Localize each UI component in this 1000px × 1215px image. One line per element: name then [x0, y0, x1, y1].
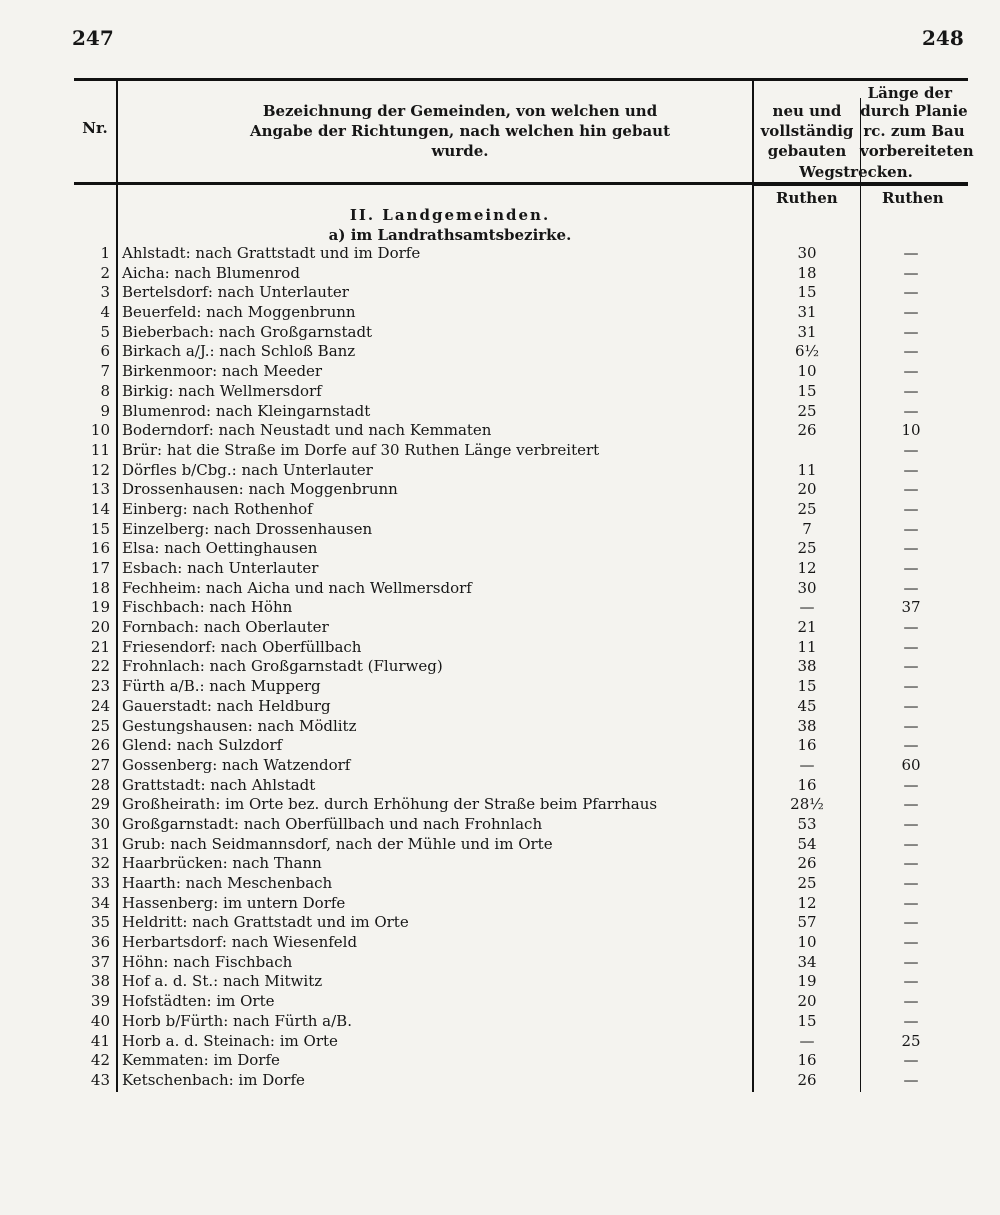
row-description: Birkenmoor: nach Meeder [122, 362, 323, 381]
table-row [0, 657, 1000, 677]
row-value-prepared: — [903, 578, 919, 597]
section-subtitle: a) im Landrathsamtsbezirke. [328, 226, 572, 244]
row-value-prepared: — [903, 440, 919, 459]
row-value-prepared: — [903, 381, 919, 400]
row-value-prepared: — [903, 854, 919, 873]
table-row [0, 933, 1000, 953]
row-value-built: 18 [797, 263, 817, 282]
row-value-prepared: 37 [901, 598, 921, 617]
row-description: Fechheim: nach Aicha und nach Wellmersdorf [122, 578, 472, 597]
row-description: Haarth: nach Meschenbach [122, 874, 333, 892]
table-row [0, 520, 1000, 540]
row-number: 29 [90, 795, 110, 814]
row-description: Einberg: nach Rothenhof [122, 499, 313, 518]
row-value-built: 15 [797, 677, 817, 696]
row-value-prepared: — [903, 657, 919, 676]
row-number: 2 [100, 263, 110, 282]
row-number: 3 [100, 283, 110, 302]
row-number: 38 [90, 972, 110, 991]
row-description: Gauerstadt: nach Heldburg [122, 696, 331, 715]
row-number: 40 [90, 1011, 110, 1030]
row-value-prepared: — [903, 814, 919, 833]
row-value-built: 45 [797, 696, 817, 715]
table-row [0, 953, 1000, 973]
row-number: 42 [90, 1051, 110, 1070]
row-value-prepared: — [903, 303, 919, 322]
table-row [0, 913, 1000, 933]
table-row [0, 579, 1000, 599]
row-value-built: 12 [797, 893, 817, 912]
table-top-rule [74, 78, 968, 81]
row-value-prepared: — [903, 480, 919, 499]
table-row [0, 638, 1000, 658]
table-row [0, 323, 1000, 343]
row-value-prepared: — [903, 499, 919, 518]
row-value-built: 16 [797, 1051, 817, 1070]
table-row [0, 402, 1000, 422]
table-row [0, 342, 1000, 362]
row-description: Bieberbach: nach Großgarnstadt [122, 322, 373, 341]
table-row [0, 480, 1000, 500]
row-number: 7 [100, 362, 110, 381]
row-value-prepared: — [903, 874, 919, 892]
row-number: 10 [90, 421, 110, 440]
row-value-built: 38 [797, 657, 817, 676]
table-row [0, 815, 1000, 835]
row-value-built: 20 [797, 480, 817, 499]
row-value-built: 30 [797, 244, 817, 262]
row-value-built: 28½ [790, 795, 824, 814]
row-value-built: 10 [797, 933, 817, 952]
row-value-prepared: — [903, 342, 919, 361]
header-wegstrecken: Wegstrecken. [799, 163, 913, 181]
row-value-prepared: — [903, 460, 919, 479]
row-number: 39 [90, 992, 110, 1011]
row-description: Ketschenbach: im Dorfe [122, 1070, 305, 1089]
row-value-built: 30 [797, 578, 817, 597]
row-number: 37 [90, 952, 110, 971]
row-value-prepared: — [903, 637, 919, 656]
row-number: 24 [90, 696, 110, 715]
row-description: Grub: nach Seidmannsdorf, nach der Mühle und im Orte [122, 834, 553, 853]
row-description: Ahlstadt: nach Grattstadt und im Dorfe [122, 244, 421, 262]
row-description: Haarbrücken: nach Thann [122, 854, 322, 873]
row-description: Aicha: nach Blumenrod [122, 263, 300, 282]
table-row [0, 500, 1000, 520]
row-value-built: 11 [797, 460, 817, 479]
row-number: 5 [100, 322, 110, 341]
row-number: 43 [90, 1070, 110, 1089]
row-value-built: 20 [797, 992, 817, 1011]
row-value-prepared: — [903, 736, 919, 755]
unit-col2: Ruthen [882, 189, 944, 207]
table-row [0, 894, 1000, 914]
row-description: Elsa: nach Oettinghausen [122, 539, 318, 558]
table-row [0, 559, 1000, 579]
table-row [0, 776, 1000, 796]
table-row [0, 421, 1000, 441]
row-number: 4 [100, 303, 110, 322]
table-row [0, 1032, 1000, 1052]
header-col-prepared: durch Planie rc. zum Bau vorbereiteten [860, 102, 974, 160]
table-row [0, 992, 1000, 1012]
row-value-built: 19 [797, 972, 817, 991]
table-row [0, 697, 1000, 717]
row-value-built: 21 [797, 618, 817, 637]
table-row [0, 854, 1000, 874]
row-description: Hofstädten: im Orte [122, 992, 275, 1011]
row-value-built: — [799, 755, 815, 774]
row-number: 41 [90, 1031, 110, 1050]
table-row [0, 736, 1000, 756]
row-number: 17 [90, 559, 110, 577]
row-number: 34 [90, 893, 110, 912]
row-number: 35 [90, 913, 110, 932]
table-row [0, 618, 1000, 638]
row-value-prepared: — [903, 263, 919, 282]
row-value-built: 25 [797, 401, 817, 420]
row-value-prepared: — [903, 696, 919, 715]
row-value-built: 15 [797, 1011, 817, 1030]
row-description: Beuerfeld: nach Moggenbrunn [122, 303, 356, 322]
table-row [0, 756, 1000, 776]
row-value-prepared: — [903, 775, 919, 794]
row-number: 28 [90, 775, 110, 794]
row-value-built: 38 [797, 716, 817, 735]
row-description: Boderndorf: nach Neustadt und nach Kemmaten [122, 421, 492, 440]
row-value-prepared: — [903, 834, 919, 853]
row-value-built: 34 [797, 952, 817, 971]
row-number: 15 [90, 519, 110, 538]
row-value-prepared: — [903, 244, 919, 262]
row-description: Großheirath: im Orte bez. durch Erhöhung der Straße beim Pfarrhaus [122, 795, 658, 814]
row-number: 32 [90, 854, 110, 873]
row-value-built: 57 [797, 913, 817, 932]
row-number: 12 [90, 460, 110, 479]
row-value-prepared: — [903, 283, 919, 302]
row-description: Höhn: nach Fischbach [122, 952, 293, 971]
table-row [0, 835, 1000, 855]
row-number: 22 [90, 657, 110, 676]
row-number: 8 [100, 381, 110, 400]
row-value-built: 53 [797, 814, 817, 833]
row-value-built: 7 [802, 519, 812, 538]
table-row [0, 303, 1000, 323]
row-description: Birkig: nach Wellmersdorf [122, 381, 322, 400]
row-value-prepared: — [903, 992, 919, 1011]
row-value-prepared: 60 [901, 755, 921, 774]
row-description: Fischbach: nach Höhn [122, 598, 293, 617]
row-value-prepared: — [903, 716, 919, 735]
table-row [0, 795, 1000, 815]
row-value-built: 15 [797, 381, 817, 400]
row-value-prepared: — [903, 893, 919, 912]
row-value-built: — [799, 1031, 815, 1050]
row-value-built: 10 [797, 362, 817, 381]
row-number: 26 [90, 736, 110, 755]
row-number: 23 [90, 677, 110, 696]
row-value-prepared: — [903, 1070, 919, 1089]
table-row [0, 598, 1000, 618]
table-row [0, 362, 1000, 382]
row-value-prepared: 10 [901, 421, 921, 440]
row-description: Blumenrod: nach Kleingarnstadt [122, 401, 371, 420]
row-value-built: 12 [797, 559, 817, 577]
row-value-prepared: — [903, 618, 919, 637]
row-description: Großgarnstadt: nach Oberfüllbach und nach Frohnlach [122, 814, 543, 833]
row-description: Horb a. d. Steinach: im Orte [122, 1031, 338, 1050]
row-value-built: 26 [797, 421, 817, 440]
row-value-built: 11 [797, 637, 817, 656]
row-value-prepared: — [903, 1051, 919, 1070]
table-row [0, 972, 1000, 992]
table-row [0, 677, 1000, 697]
row-number: 9 [100, 401, 110, 420]
row-description: Einzelberg: nach Drossenhausen [122, 519, 373, 538]
section-title: II. Landgemeinden. [349, 206, 551, 224]
row-number: 36 [90, 933, 110, 952]
row-number: 31 [90, 834, 110, 853]
page-number-right: 248 [922, 26, 964, 50]
table-row [0, 1071, 1000, 1091]
row-value-prepared: 25 [901, 1031, 921, 1050]
row-description: Bertelsdorf: nach Unterlauter [122, 283, 349, 302]
row-number: 1 [100, 244, 110, 262]
row-value-prepared: — [903, 362, 919, 381]
row-number: 25 [90, 716, 110, 735]
row-value-built: 25 [797, 874, 817, 892]
row-value-built: 16 [797, 775, 817, 794]
row-number: 30 [90, 814, 110, 833]
row-value-prepared: — [903, 952, 919, 971]
table-row [0, 244, 1000, 264]
row-value-built: 15 [797, 283, 817, 302]
row-description: Horb b/Fürth: nach Fürth a/B. [122, 1011, 352, 1030]
row-value-built: 31 [797, 322, 817, 341]
row-value-built: 6½ [794, 342, 820, 361]
row-value-prepared: — [903, 972, 919, 991]
row-description: Herbartsdorf: nach Wiesenfeld [122, 933, 358, 952]
row-number: 33 [90, 874, 110, 892]
row-number: 13 [90, 480, 110, 499]
row-value-prepared: — [903, 913, 919, 932]
row-description: Hassenberg: im untern Dorfe [122, 893, 346, 912]
row-description: Friesendorf: nach Oberfüllbach [122, 637, 362, 656]
table-row [0, 382, 1000, 402]
header-col-built: neu und vollständig gebauten [760, 102, 854, 160]
row-number: 19 [90, 598, 110, 617]
header-laenge-der: Länge der [867, 84, 952, 102]
row-value-built: 16 [797, 736, 817, 755]
row-value-built: 25 [797, 539, 817, 558]
row-description: Birkach a/J.: nach Schloß Banz [122, 342, 356, 361]
row-value-prepared: — [903, 322, 919, 341]
row-value-built: 25 [797, 499, 817, 518]
row-value-prepared: — [903, 539, 919, 558]
table-row [0, 717, 1000, 737]
table-body [0, 244, 1000, 1091]
row-value-built: 26 [797, 854, 817, 873]
table-row [0, 1012, 1000, 1032]
row-value-prepared: — [903, 401, 919, 420]
row-description: Heldritt: nach Grattstadt und im Orte [122, 913, 409, 932]
row-value-built: 54 [797, 834, 817, 853]
row-number: 16 [90, 539, 110, 558]
row-number: 18 [90, 578, 110, 597]
table-row [0, 539, 1000, 559]
table-row [0, 441, 1000, 461]
row-description: Fornbach: nach Oberlauter [122, 618, 329, 637]
row-value-prepared: — [903, 519, 919, 538]
table-row [0, 874, 1000, 894]
row-description: Gossenberg: nach Watzendorf [122, 755, 351, 774]
table-row [0, 1051, 1000, 1071]
row-description: Fürth a/B.: nach Mupperg [122, 677, 321, 696]
row-value-built: 31 [797, 303, 817, 322]
row-number: 27 [90, 755, 110, 774]
row-value-prepared: — [903, 677, 919, 696]
row-value-built: — [799, 598, 815, 617]
row-description: Grattstadt: nach Ahlstadt [122, 775, 316, 794]
header-description: Bezeichnung der Gemeinden, von welchen und Angabe der Richtungen, nach welchen hin gebaut wurde. [249, 102, 671, 160]
row-description: Kemmaten: im Dorfe [122, 1051, 280, 1070]
row-value-prepared: — [903, 933, 919, 952]
row-value-prepared: — [903, 795, 919, 814]
row-description: Hof a. d. St.: nach Mitwitz [122, 972, 323, 991]
row-description: Gestungshausen: nach Mödlitz [122, 716, 357, 735]
unit-rule [754, 185, 968, 186]
row-number: 14 [90, 499, 110, 518]
row-description: Glend: nach Sulzdorf [122, 736, 283, 755]
unit-col1: Ruthen [776, 189, 838, 207]
row-value-prepared: — [903, 559, 919, 577]
table-row [0, 283, 1000, 303]
row-number: 6 [100, 342, 110, 361]
row-number: 11 [90, 440, 110, 459]
row-description: Dörfles b/Cbg.: nach Unterlauter [122, 460, 373, 479]
row-description: Drossenhausen: nach Moggenbrunn [122, 480, 398, 499]
row-value-prepared: — [903, 1011, 919, 1030]
row-description: Esbach: nach Unterlauter [122, 559, 319, 577]
table-row [0, 461, 1000, 481]
row-value-built: 26 [797, 1070, 817, 1089]
row-number: 20 [90, 618, 110, 637]
page-number-left: 247 [72, 26, 114, 50]
row-description: Brür: hat die Straße im Dorfe auf 30 Ruthen Länge verbreitert [122, 440, 600, 459]
table-row [0, 264, 1000, 284]
row-description: Frohnlach: nach Großgarnstadt (Flurweg) [122, 657, 443, 676]
header-nr: Nr. [82, 119, 108, 137]
row-number: 21 [90, 637, 110, 656]
